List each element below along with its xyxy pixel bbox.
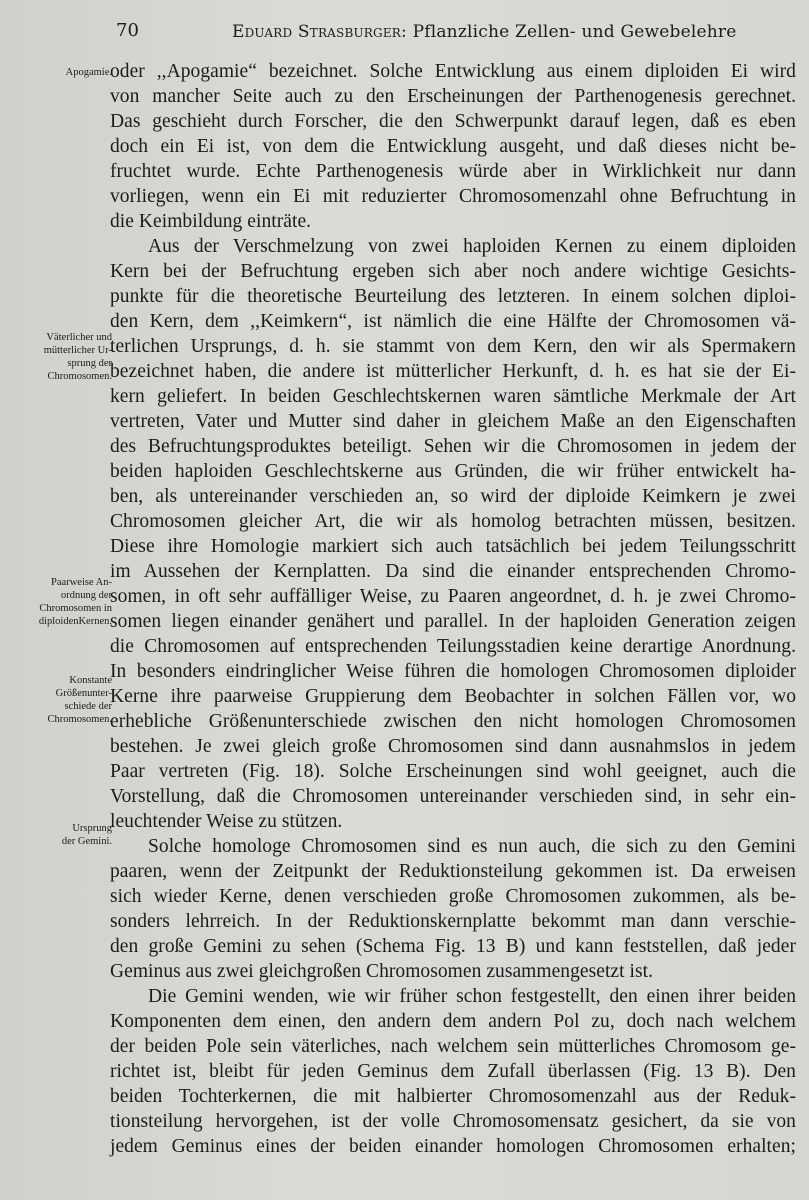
margin-note-line: Apogamie.	[65, 67, 112, 78]
text-line: kern geliefert. In beiden Geschlechtskernen waren sämtliche Merkmale der Art	[110, 386, 796, 407]
text-line: des Befruchtungsproduktes beteiligt. Sehen wir die Chromosomen in jedem der	[110, 436, 796, 457]
text-line: oder ,,Apogamie“ bezeichnet. Solche Entwicklung aus einem diploiden Ei wird	[110, 61, 796, 82]
text-line: sonders lehrreich. In der Reduktionskernplatte bekommt man dann verschie-	[110, 911, 796, 932]
paragraph	[110, 234, 796, 834]
margin-note-line: Väterlicher und	[46, 332, 112, 343]
text-line: Kerne ihre paarweise Gruppierung dem Beobachter in solchen Fällen vor, wo	[110, 686, 796, 707]
text-line: im Aussehen der Kernplatten. Da sind die einander entsprechenden Chromo-	[110, 561, 796, 582]
text-line: richtet ist, bleibt für jeden Geminus dem Zufall überlassen (Fig. 13 B). Den	[110, 1061, 796, 1082]
text-line: von mancher Seite auch zu den Erscheinungen der Parthenogenesis gerechnet.	[110, 86, 796, 107]
text-line: jedem Geminus eines der beiden einander homologen Chromosomen erhalten;	[110, 1136, 796, 1157]
margin-note-ursprung	[62, 822, 112, 848]
text-line: Geminus aus zwei gleichgroßen Chromosomen zusammengesetzt ist.	[110, 961, 654, 982]
margin-note-line: Größenunter-	[55, 688, 112, 699]
text-line: der beiden Pole sein väterliches, nach welchem sein mütterliches Chromosom ge-	[110, 1036, 796, 1057]
text-line: beiden haploiden Geschlechtskerne aus Gründen, die wir früher entwickelt ha-	[110, 461, 796, 482]
margin-note-line: Konstante	[69, 675, 112, 686]
margin-note-line: schiede der	[64, 701, 112, 712]
margin-note-line: sprung der	[67, 358, 112, 369]
margin-note-line: Chromosomen.	[47, 371, 112, 382]
text-line: die Keimbildung einträte.	[110, 211, 312, 232]
margin-note-line: diploidenKernen.	[38, 616, 112, 627]
text-line: fruchtet wurde. Echte Parthenogenesis würde aber in Wirklichkeit nur dann	[110, 161, 796, 182]
text-line: somen liegen einander genähert und parallel. In der haploiden Generation zeigen	[110, 611, 796, 632]
paragraph	[110, 834, 796, 984]
text-line: Solche homologe Chromosomen sind es nun auch, die sich zu den Gemini	[148, 836, 796, 857]
margin-note-line: ordnung der	[60, 590, 112, 601]
margin-note-line: Ursprung	[72, 823, 112, 834]
text-line: die Chromosomen auf entsprechenden Teilungsstadien keine derartige Anordnung.	[110, 636, 796, 657]
text-line: paaren, wenn der Zeitpunkt der Reduktionsteilung gekommen ist. Da erweisen	[110, 861, 796, 882]
text-line: terlichen Ursprungs, d. h. sie stammt von dem Kern, den wir als Spermakern	[110, 336, 796, 357]
margin-note-line: der Gemini.	[61, 836, 112, 847]
text-line: erhebliche Größenunterschiede zwischen den nicht homologen Chromosomen	[110, 711, 796, 732]
header-author: Eduard Strasburger	[232, 22, 402, 42]
body-text	[110, 59, 796, 1159]
text-line: Komponenten dem einen, den andern dem andern Pol zu, doch nach welchem	[110, 1011, 796, 1032]
text-line: punkte für die theoretische Beurteilung des letzteren. In einem solchen diploi-	[110, 286, 796, 307]
text-line: den Kern, dem ,,Keimkern“, ist nämlich die eine Hälfte der Chromosomen vä-	[110, 311, 796, 332]
text-line: Vorstellung, daß die Chromosomen untereinander verschieden sind, in sehr ein-	[110, 786, 796, 807]
text-line: bestehen. Je zwei gleich große Chromosomen sind dann ausnahmslos in jedem	[110, 736, 796, 757]
paragraph	[110, 59, 796, 234]
margin-note-line: Chromosomen in	[39, 603, 112, 614]
margin-note-konstante	[48, 674, 112, 726]
text-line: Kern bei der Befruchtung ergeben sich aber noch andere wichtige Gesichts-	[110, 261, 796, 282]
running-header	[232, 22, 737, 42]
text-line: ben, als untereinander verschieden an, so wird der diploide Keimkern je zwei	[110, 486, 796, 507]
text-line: Das geschieht durch Forscher, die den Schwerpunkt darauf legen, daß es eben	[110, 111, 796, 132]
margin-note-line: Chromosomen.	[47, 714, 112, 725]
paragraph	[110, 984, 796, 1159]
text-line: Diese ihre Homologie markiert sich auch tatsächlich bei jedem Teilungsschritt	[110, 536, 796, 557]
text-line: Chromosomen gleicher Art, die wir als homolog betrachten müssen, besitzen.	[110, 511, 796, 532]
header-title: : Pflanzliche Zellen- und Gewebelehre	[401, 22, 737, 42]
text-line: doch ein Ei ist, von dem die Entwicklung ausgeht, und daß dieses nicht be-	[110, 136, 796, 157]
margin-note-line: mütterlicher Ur-	[43, 345, 112, 356]
margin-note-paarweise	[39, 576, 112, 628]
margin-note-line: Paarweise An-	[51, 577, 112, 588]
text-line: tionsteilung hervorgehen, ist der volle Chromosomensatz gesichert, da sie von	[110, 1111, 796, 1132]
margin-note-vaeterlicher	[44, 331, 112, 383]
text-line: Paar vertreten (Fig. 18). Solche Erscheinungen sind wohl geeignet, auch die	[110, 761, 796, 782]
text-line: bezeichnet haben, die andere ist mütterlicher Herkunft, d. h. es hat sie der Ei-	[110, 361, 796, 382]
text-line: sich wieder Kerne, denen verschieden große Chromosomen zukommen, als be-	[110, 886, 796, 907]
text-line: vertreten, Vater und Mutter sind daher in gleichem Maße an den Eigenschaften	[110, 411, 796, 432]
text-line: beiden Tochterkernen, die mit halbierter Chromosomenzahl aus der Reduk-	[110, 1086, 796, 1107]
text-line: den große Gemini zu sehen (Schema Fig. 13 B) und kann feststellen, daß jeder	[110, 936, 796, 957]
margin-note-apogamie	[66, 66, 112, 79]
text-line: vorliegen, wenn ein Ei mit reduzierter Chromosomenzahl ohne Befruchtung in	[110, 186, 796, 207]
text-line: somen, in oft sehr auffälliger Weise, zu Paaren angeordnet, d. h. je zwei Chromo-	[110, 586, 796, 607]
text-line: Die Gemini wenden, wie wir früher schon festgestellt, den einen ihrer beiden	[148, 986, 796, 1007]
text-line: In besonders eindringlicher Weise führen die homologen Chromosomen diploider	[110, 661, 796, 682]
text-line: Aus der Verschmelzung von zwei haploiden Kernen zu einem diploiden	[148, 236, 796, 257]
page-number: 70	[116, 20, 139, 41]
text-line: leuchtender Weise zu stützen.	[110, 811, 343, 832]
